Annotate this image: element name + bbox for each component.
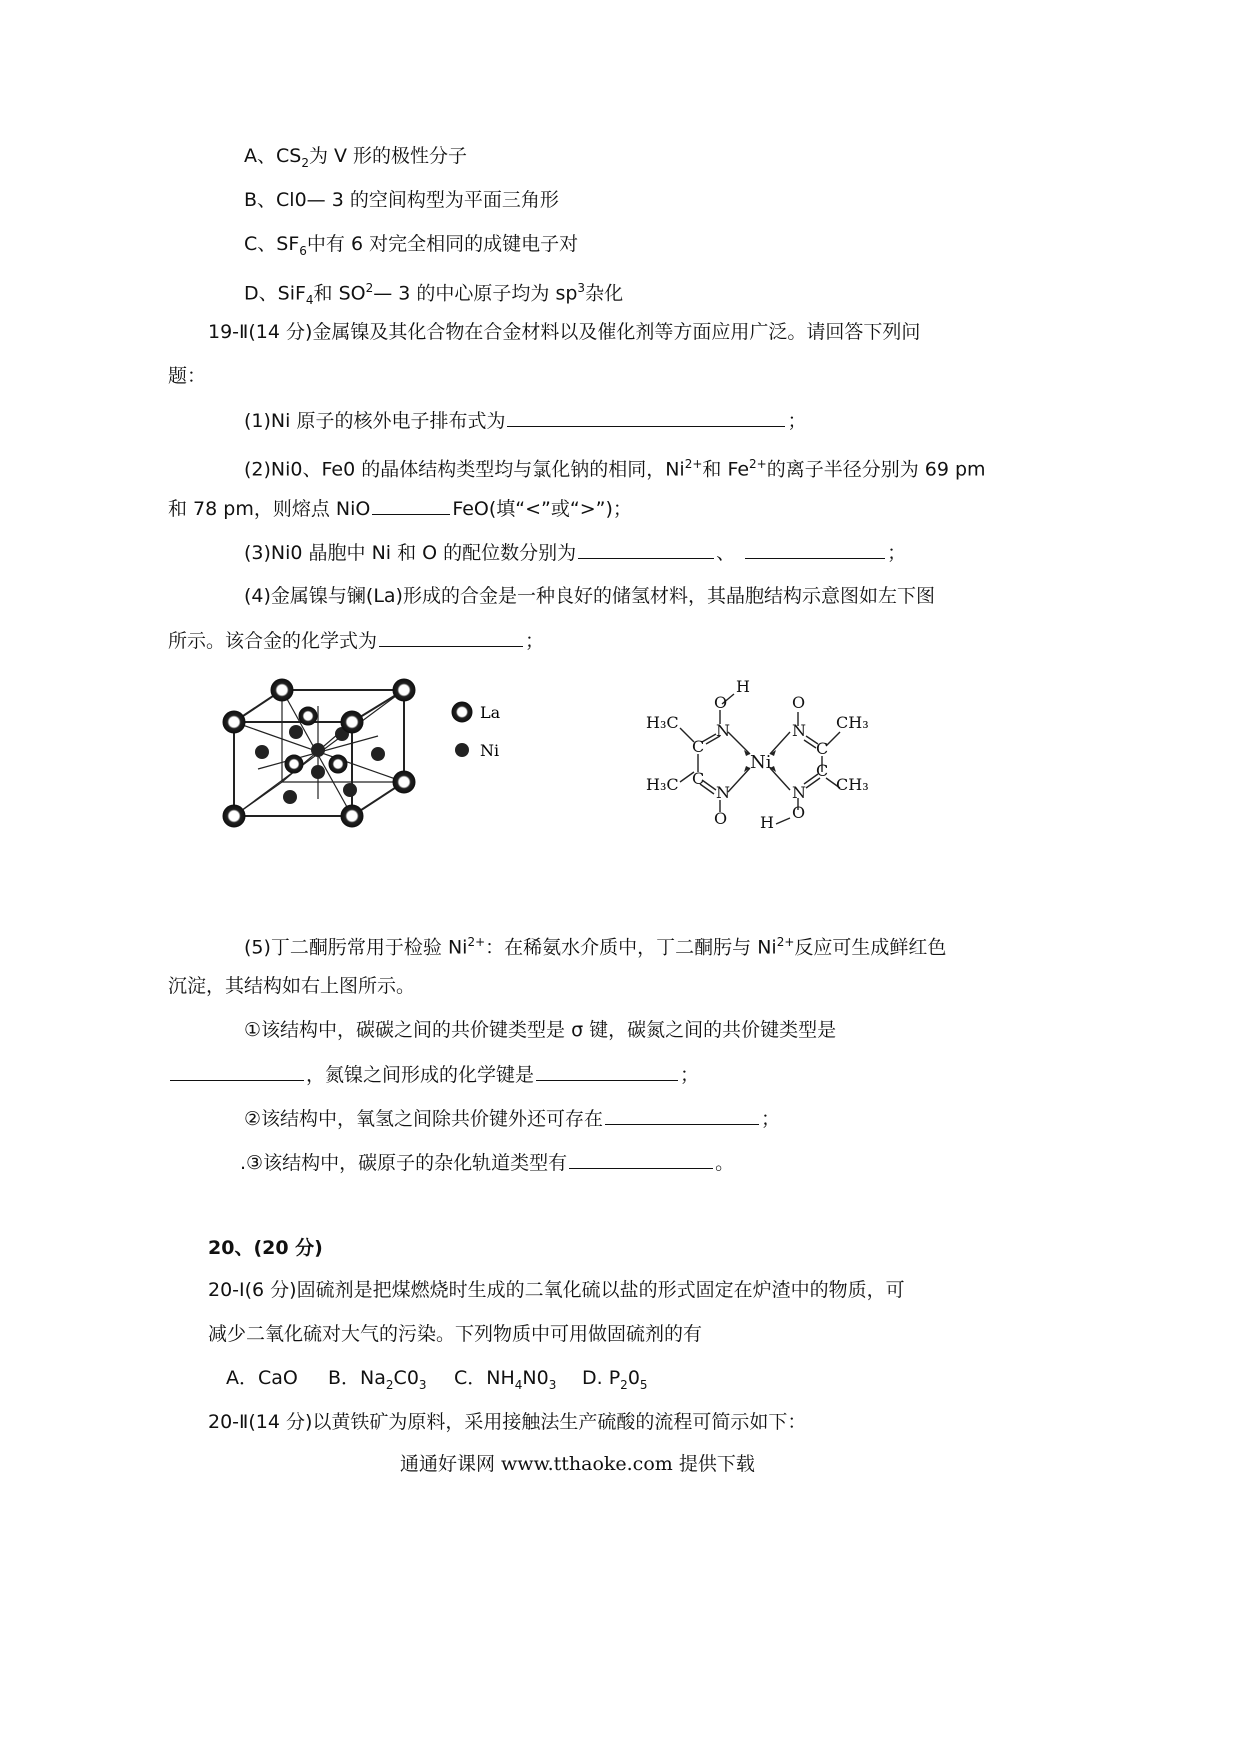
q20-option-b: B．$Na_2C0_3$ xyxy=(328,1367,427,1392)
option-a: A、$CS_2$为 V 形的极性分子 xyxy=(244,145,468,170)
atom-o-top-right: O xyxy=(792,693,806,712)
option-c: C、$SF_6$中有 6 对完全相同的成键电子对 xyxy=(244,233,579,258)
atom-c-bottom-left: C xyxy=(692,769,705,788)
answer-blank xyxy=(745,538,885,559)
q19-part5: (5)丁二酮肟常用于检验 $Ni^{2+}$：在稀氨水介质中，丁二酮肟与 $Ni^{2+}$反应可生成鲜红色 xyxy=(244,935,947,959)
methyl-top-left: H₃C xyxy=(646,713,679,732)
atom-n-top-left: N xyxy=(716,721,730,740)
atom-c-bottom-right: C xyxy=(816,761,829,780)
q20-title: 20、(20 分) xyxy=(208,1237,323,1259)
answer-blank xyxy=(605,1104,759,1125)
answer-blank xyxy=(536,1060,678,1081)
atom-ni: Ni xyxy=(750,752,772,773)
answer-blank xyxy=(507,406,785,427)
q19-sub3: .③该结构中，碳原子的杂化轨道类型有 。 xyxy=(240,1148,734,1177)
answer-blank xyxy=(372,494,450,515)
atom-n-bottom-right: N xyxy=(792,783,806,802)
atom-c-top-left: C xyxy=(692,737,705,756)
q19-part3: (3)Ni0 晶胞中 Ni 和 O 的配位数分别为 、 ； xyxy=(244,538,906,567)
q20-option-c: C．$NH_4N0_3$ xyxy=(454,1367,557,1392)
atom-n-bottom-left: N xyxy=(716,783,730,802)
q19-intro: 19-Ⅱ(14 分)金属镍及其化合物在合金材料以及催化剂等方面应用广泛。请回答下列问 xyxy=(208,321,921,343)
q19-part1: (1)Ni 原子的核外电子排布式为 ； xyxy=(244,406,806,435)
q20-part1-cont: 减少二氧化硫对大气的污染。下列物质中可用做固硫剂的有 xyxy=(208,1323,703,1345)
atom-o-bottom-right: O xyxy=(792,803,806,822)
atom-o-top-left: O xyxy=(714,693,728,712)
legend-la: La xyxy=(480,703,501,722)
answer-blank xyxy=(578,538,714,559)
atom-n-top-right: N xyxy=(792,721,806,740)
page-footer: 通通好课网 www.tthaoke.com 提供下载 xyxy=(400,1453,755,1475)
methyl-bottom-left: H₃C xyxy=(646,775,679,794)
q20-option-d: D. $P_20_5$ xyxy=(582,1367,648,1392)
option-d: D、SiF$_4$和 $SO^2—$ 3 的中心原子均为 $sp^3$杂化 xyxy=(244,281,624,308)
q19-part4: (4)金属镍与镧(La)形成的合金是一种良好的储氢材料，其晶胞结构示意图如左下图 xyxy=(244,585,935,607)
atom-o-bottom-left: O xyxy=(714,809,728,828)
q19-sub2: ②该结构中，氧氢之间除共价键外还可存在 ； xyxy=(244,1104,780,1133)
methyl-bottom-right: CH₃ xyxy=(836,775,869,794)
atom-c-top-right: C xyxy=(816,739,829,758)
q19-part4-cont: 所示。该合金的化学式为 ； xyxy=(168,626,544,655)
option-b: B、Cl0— 3 的空间构型为平面三角形 xyxy=(244,189,559,211)
methyl-top-right: CH₃ xyxy=(836,713,869,732)
answer-blank xyxy=(379,626,523,647)
q19-part2-cont: 和 78 pm，则熔点 NiO FeO(填“<”或“>”)； xyxy=(168,494,632,523)
q20-part2: 20-Ⅱ(14 分)以黄铁矿为原料，采用接触法生产硫酸的流程可简示如下： xyxy=(208,1411,807,1433)
answer-blank xyxy=(569,1148,713,1169)
atom-h-bottom: H xyxy=(760,813,774,832)
q20-part1: 20-Ⅰ(6 分)固硫剂是把煤燃烧时生成的二氧化硫以盐的形式固定在炉渣中的物质，可 xyxy=(208,1279,905,1301)
answer-blank xyxy=(170,1060,304,1081)
q19-sub1: ①该结构中，碳碳之间的共价键类型是 σ 键，碳氮之间的共价键类型是 xyxy=(244,1019,837,1041)
q19-part2: (2)Ni0、Fe0 的晶体结构类型均与氯化钠的相同，$Ni^{2+}$和 $Fe^{2+}$的离子半径分别为 69 pm xyxy=(244,457,986,481)
q19-sub1-cont: ，氮镍之间形成的化学键是 ； xyxy=(168,1060,699,1089)
q19-intro-cont: 题： xyxy=(168,365,207,387)
atom-h-top: H xyxy=(736,677,750,696)
legend-ni: Ni xyxy=(480,741,500,760)
nickel-dimethylglyoxime-structure xyxy=(640,672,890,832)
q20-option-a: A．CaO xyxy=(226,1367,298,1389)
crystal-cell-figure xyxy=(210,672,530,852)
q19-part5-cont: 沉淀，其结构如右上图所示。 xyxy=(168,975,416,997)
